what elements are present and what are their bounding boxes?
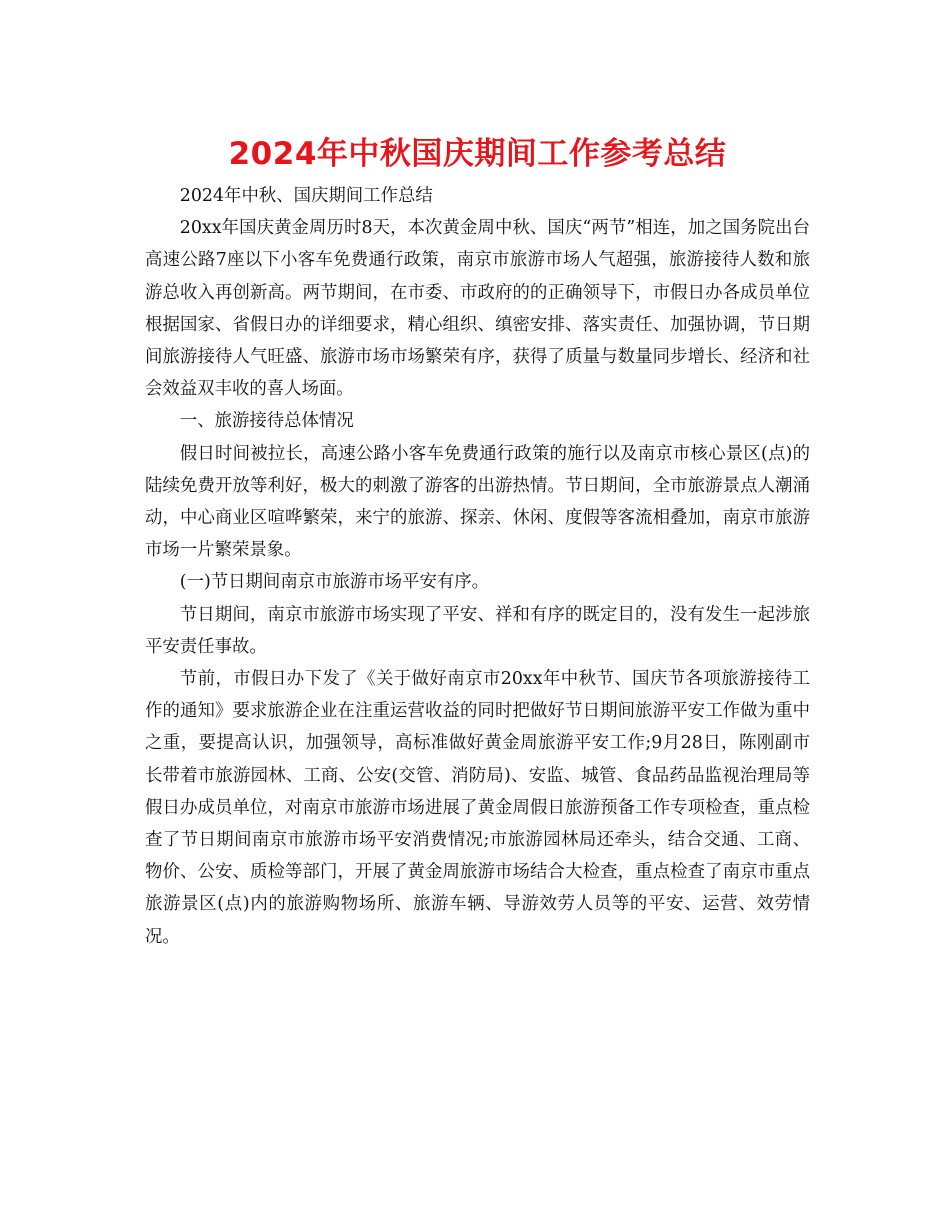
document-title: 2024年中秋国庆期间工作参考总结 xyxy=(228,136,727,172)
subtitle-paragraph: 2024年中秋、国庆期间工作总结 xyxy=(179,186,433,206)
subsection-heading: (一)节日期间南京市旅游市场平安有序。 xyxy=(179,572,490,593)
body-paragraph: 节前，市假日办下发了《关于做好南京市20xx年中秋节、国庆节各项旅游接待工作的通知》要求旅游企业在注重运营收益的同时把做好节日期间旅游平安工作做为重中之重，要提高认识，加强领导，高标准做好黄金周旅游平安工作;9月28日，陈刚副市长带着市旅游园林、工商、公安(交管、消防局)、安监、城管、食品药品监视治理局等假日办成员单位，对南京市旅游市场进展了黄金周假日旅游预备工作专项检查，重点检查了节日期间南京市旅游市场平安消费情况;市旅游园林局还牵头，结合交通、工商、物价、公安、质检等部门，开展了黄金周旅游市场结合大检查，重点检查了南京市重点旅游景区(点)内的旅游购物场所、旅游车辆、导游效劳人员等的平安、运营、效劳情况。 xyxy=(145,669,810,947)
intro-paragraph: 20xx年国庆黄金周历时8天，本次黄金周中秋、国庆“两节”相连，加之国务院出台高速公路7座以下小客车免费通行政策，南京市旅游市场人气超强，旅游接待人数和旅游总收入再创新高。两节期间，在市委、市政府的的正确领导下，市假日办各成员单位根据国家、省假日办的详细要求，精心组织、缜密安排、落实责任、加强协调，节日期间旅游接待人气旺盛、旅游市场市场繁荣有序，获得了质量与数量同步增长、经济和社会效益双丰收的喜人场面。 xyxy=(145,218,810,400)
body-paragraph: 节日期间，南京市旅游市场实现了平安、祥和有序的既定目的，没有发生一起涉旅平安责任事故。 xyxy=(145,604,810,657)
document-page xyxy=(145,132,810,953)
section-heading: 一、旅游接待总体情况 xyxy=(179,411,354,432)
body-paragraph: 假日时间被拉长，高速公路小客车免费通行政策的施行以及南京市核心景区(点)的陆续免费开放等利好，极大的刺激了游客的出游热情。节日期间，全市旅游景点人潮涌动，中心商业区喧哗繁荣，来宁的旅游、探亲、休闲、度假等客流相叠加，南京市旅游市场一片繁荣景象。 xyxy=(145,443,810,561)
